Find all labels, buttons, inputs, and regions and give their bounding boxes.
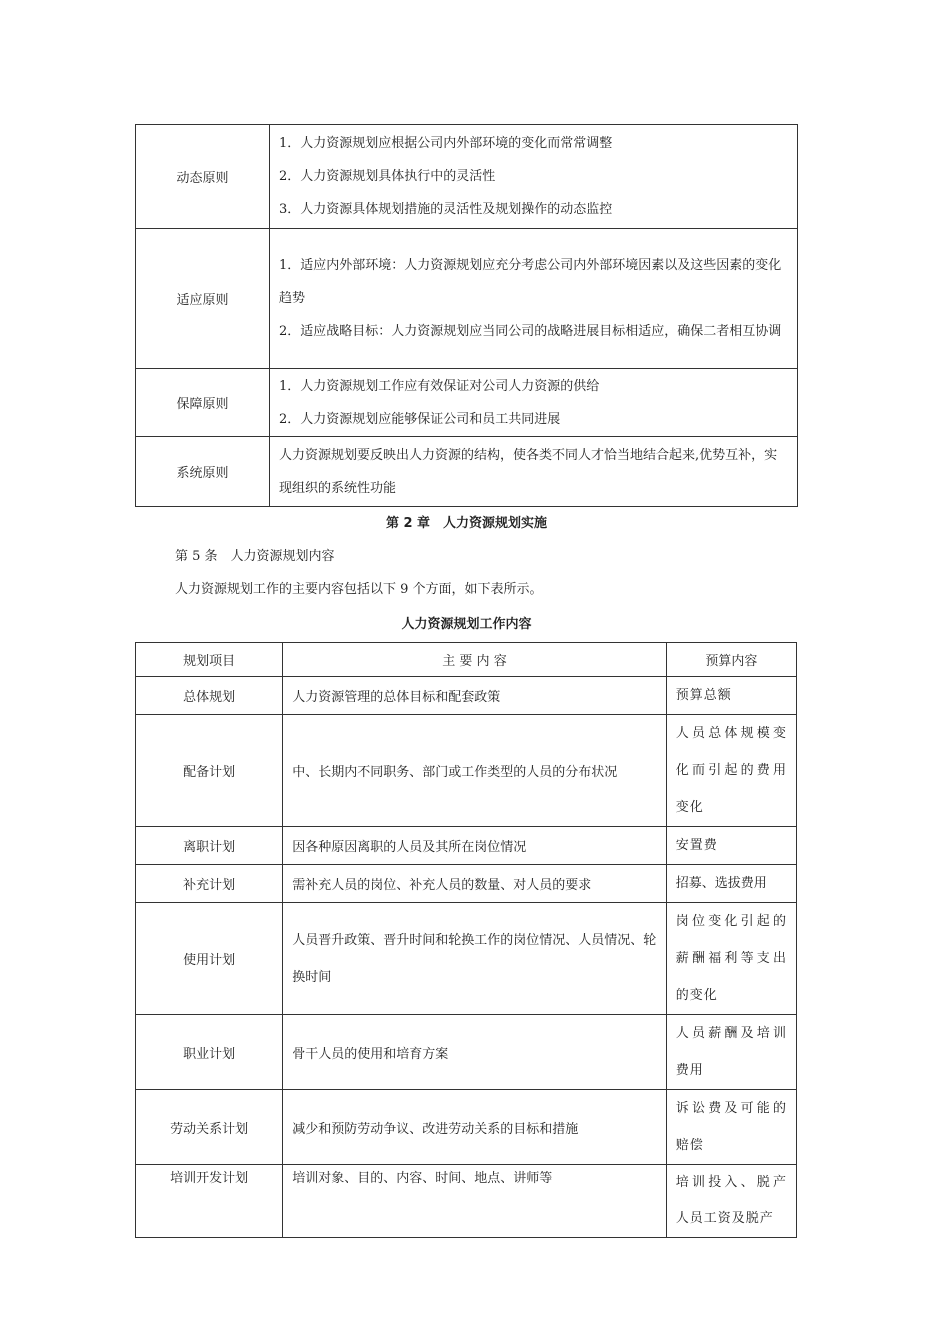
principle-name: 系统原则 bbox=[136, 437, 270, 507]
row-item: 劳动关系计划 bbox=[136, 1090, 283, 1165]
principle-row bbox=[136, 369, 798, 437]
row-item: 离职计划 bbox=[136, 827, 283, 865]
row-budget: 安置费 bbox=[666, 827, 796, 865]
row-budget: 诉讼费及可能的赔偿 bbox=[666, 1090, 796, 1165]
principles-table bbox=[135, 124, 798, 507]
article-heading: 第 5 条 人力资源规划内容 bbox=[175, 549, 335, 564]
table-row bbox=[136, 827, 797, 865]
table-row bbox=[136, 1090, 797, 1165]
principle-item: 1．人力资源规划工作应有效保证对公司人力资源的供给 bbox=[279, 378, 600, 394]
principle-name: 保障原则 bbox=[136, 369, 270, 437]
planning-content-table bbox=[135, 642, 797, 1238]
table-row bbox=[136, 715, 797, 827]
row-budget: 人员总体规模变化而引起的费用变化 bbox=[666, 715, 796, 827]
principle-name: 动态原则 bbox=[136, 125, 270, 229]
table-row bbox=[136, 903, 797, 1015]
principle-item: 2．人力资源规划应能够保证公司和员工共同进展 bbox=[279, 411, 561, 427]
row-item: 使用计划 bbox=[136, 903, 283, 1015]
row-item: 职业计划 bbox=[136, 1015, 283, 1090]
header-budget: 预算内容 bbox=[666, 643, 796, 677]
row-content: 需补充人员的岗位、补充人员的数量、对人员的要求 bbox=[283, 865, 667, 903]
row-budget: 人员薪酬及培训费用 bbox=[666, 1015, 796, 1090]
row-item: 补充计划 bbox=[136, 865, 283, 903]
chapter-title: 第 2 章 人力资源规划实施 bbox=[385, 516, 548, 531]
row-item: 总体规划 bbox=[136, 677, 283, 715]
row-budget: 岗位变化引起的薪酬福利等支出的变化 bbox=[666, 903, 796, 1015]
principle-row bbox=[136, 125, 798, 229]
principle-row bbox=[136, 437, 798, 507]
table-row bbox=[136, 1015, 797, 1090]
principle-desc bbox=[270, 369, 798, 437]
header-item: 规划项目 bbox=[136, 643, 283, 677]
row-budget: 预算总额 bbox=[666, 677, 796, 715]
row-content: 骨干人员的使用和培育方案 bbox=[283, 1015, 667, 1090]
row-item: 培训开发计划 bbox=[136, 1165, 283, 1238]
row-content: 培训对象、目的、内容、时间、地点、讲师等 bbox=[283, 1165, 667, 1238]
principle-item: 3．人力资源具体规划措施的灵活性及规划操作的动态监控 bbox=[279, 202, 613, 217]
row-content: 人员晋升政策、晋升时间和轮换工作的岗位情况、人员情况、轮换时间 bbox=[283, 903, 667, 1015]
principle-desc bbox=[270, 125, 798, 229]
intro-paragraph: 人力资源规划工作的主要内容包括以下 9 个方面，如下表所示。 bbox=[175, 582, 543, 597]
principle-row bbox=[136, 229, 798, 369]
row-budget: 招募、选拔费用 bbox=[666, 865, 796, 903]
table-row bbox=[136, 865, 797, 903]
row-content: 中、长期内不同职务、部门或工作类型的人员的分布状况 bbox=[283, 715, 667, 827]
table-row bbox=[136, 677, 797, 715]
principle-item: 1．人力资源规划应根据公司内外部环境的变化而常常调整 bbox=[279, 136, 613, 151]
row-budget: 培训投入、脱产人员工资及脱产 bbox=[666, 1165, 796, 1238]
header-content: 主 要 内 容 bbox=[283, 643, 667, 677]
table-row bbox=[136, 1165, 797, 1238]
principle-desc bbox=[270, 437, 798, 507]
table-header-row bbox=[136, 643, 797, 677]
principle-item: 1．适应内外部环境：人力资源规划应充分考虑公司内外部环境因素以及这些因素的变化趋势 bbox=[279, 258, 782, 306]
row-item: 配备计划 bbox=[136, 715, 283, 827]
row-content: 因各种原因离职的人员及其所在岗位情况 bbox=[283, 827, 667, 865]
principle-item: 人力资源规划要反映出人力资源的结构，使各类不同人才恰当地结合起来,优势互补，实现组织的系统性功能 bbox=[279, 447, 778, 496]
row-content: 减少和预防劳动争议、改进劳动关系的目标和措施 bbox=[283, 1090, 667, 1165]
principle-name: 适应原则 bbox=[136, 229, 270, 369]
principle-item: 2．人力资源规划具体执行中的灵活性 bbox=[279, 169, 496, 184]
principle-item: 2．适应战略目标：人力资源规划应当同公司的战略进展目标相适应，确保二者相互协调 bbox=[279, 324, 782, 339]
principle-desc bbox=[270, 229, 798, 369]
row-content: 人力资源管理的总体目标和配套政策 bbox=[283, 677, 667, 715]
table-caption: 人力资源规划工作内容 bbox=[401, 617, 532, 632]
